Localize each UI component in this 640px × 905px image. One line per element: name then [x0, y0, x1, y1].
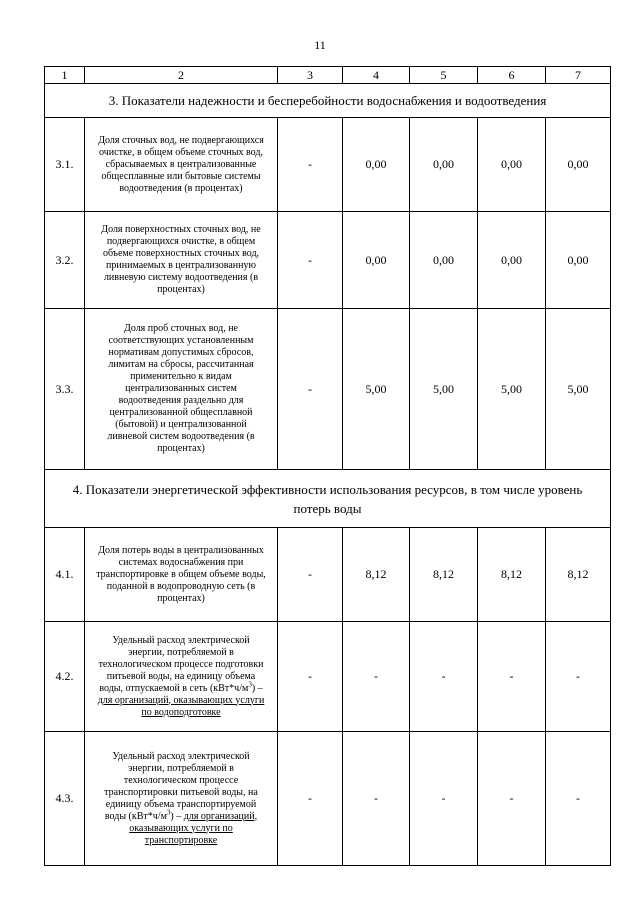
header-cell: 6	[478, 67, 546, 84]
header-cell: 4	[343, 67, 410, 84]
cell-col7: -	[546, 622, 611, 732]
cell-col7: -	[546, 732, 611, 866]
cell-col6: -	[478, 622, 546, 732]
table-row	[45, 528, 611, 622]
cell-col7: 0,00	[546, 118, 611, 212]
desc-underlined: для организаций, оказывающих услуги по водоподготовке	[97, 694, 265, 718]
row-number: 4.1.	[45, 528, 85, 622]
page-number: 11	[314, 38, 326, 52]
cell-col5: -	[410, 622, 478, 732]
row-description	[85, 622, 278, 732]
row-number: 3.2.	[45, 212, 85, 309]
desc-text: ) –	[251, 682, 263, 694]
cell-col4: -	[343, 732, 410, 866]
cell-col3: -	[278, 118, 343, 212]
row-description: Доля сточных вод, не подвергающихся очистке, в общем объеме сточных вод, сбрасываемых в централизованные общесплавные или бытовые системы водоотведения (в процентах)	[85, 118, 278, 212]
unit-superscript: 3	[248, 680, 252, 689]
section-row	[45, 84, 611, 118]
cell-col6: 0,00	[478, 118, 546, 212]
header-cell: 1	[45, 67, 85, 84]
cell-col6: 8,12	[478, 528, 546, 622]
section-row	[45, 470, 611, 528]
cell-col7: 5,00	[546, 309, 611, 470]
header-cell: 2	[85, 67, 278, 84]
cell-col3: -	[278, 528, 343, 622]
cell-col3: -	[278, 212, 343, 309]
cell-col6: -	[478, 732, 546, 866]
table-row	[45, 118, 611, 212]
table-row	[45, 732, 611, 866]
cell-col5: -	[410, 732, 478, 866]
cell-col7: 0,00	[546, 212, 611, 309]
table-row	[45, 622, 611, 732]
unit-superscript: 3	[166, 808, 171, 817]
row-description: Доля потерь воды в централизованных системах водоснабжения при транспортировке в общем объеме воды, поданной в водопроводную сеть (в процентах)	[85, 528, 278, 622]
header-cell: 3	[278, 67, 343, 84]
desc-text: Удельный расход электрической энергии, потребляемой в технологическом процессе транспортировки питьевой воды, на единицу объема транспортируемой воды (кВт*ч/м	[104, 750, 258, 822]
table-row	[45, 212, 611, 309]
section-title: 4. Показатели энергетической эффективности использования ресурсов, в том числе уровень потерь воды	[45, 470, 611, 528]
cell-col3: -	[278, 309, 343, 470]
cell-col5: 0,00	[410, 212, 478, 309]
cell-col3: -	[278, 622, 343, 732]
row-description: Доля проб сточных вод, не соответствующих установленным нормативам допустимых сбросов, лимитам на сбросы, рассчитанная применительно к видам централизованных систем водоотведения раздельно для централизованной общесплавной (бытовой) и централизованной ливневой систем водоотведения (в процентах)	[85, 309, 278, 470]
header-cell: 5	[410, 67, 478, 84]
row-description	[85, 732, 278, 866]
desc-underlined: для организаций, оказывающих услуги по транспортировке	[129, 810, 258, 846]
desc-text: ) –	[170, 810, 184, 822]
cell-col5: 8,12	[410, 528, 478, 622]
cell-col6: 5,00	[478, 309, 546, 470]
cell-col4: 5,00	[343, 309, 410, 470]
row-number: 3.3.	[45, 309, 85, 470]
cell-col4: 0,00	[343, 212, 410, 309]
row-number: 3.1.	[45, 118, 85, 212]
indicators-table	[44, 66, 611, 866]
row-number: 4.2.	[45, 622, 85, 732]
cell-col7: 8,12	[546, 528, 611, 622]
header-cell: 7	[546, 67, 611, 84]
header-row	[45, 67, 611, 84]
table-row	[45, 309, 611, 470]
row-number: 4.3.	[45, 732, 85, 866]
cell-col4: 0,00	[343, 118, 410, 212]
desc-text: Удельный расход электрической энергии, потребляемой в технологическом процессе подготовки питьевой воды, на единицу объема воды, отпускаемой в сеть (кВт*ч/м	[98, 634, 264, 694]
cell-col3: -	[278, 732, 343, 866]
row-description: Доля поверхностных сточных вод, не подвергающихся очистке, в общем объеме поверхностных сточных вод, принимаемых в централизованную ливневую систему водоотведения (в процентах)	[85, 212, 278, 309]
section-title: 3. Показатели надежности и бесперебойности водоснабжения и водоотведения	[45, 84, 611, 118]
cell-col4: -	[343, 622, 410, 732]
cell-col5: 5,00	[410, 309, 478, 470]
cell-col4: 8,12	[343, 528, 410, 622]
cell-col6: 0,00	[478, 212, 546, 309]
cell-col5: 0,00	[410, 118, 478, 212]
